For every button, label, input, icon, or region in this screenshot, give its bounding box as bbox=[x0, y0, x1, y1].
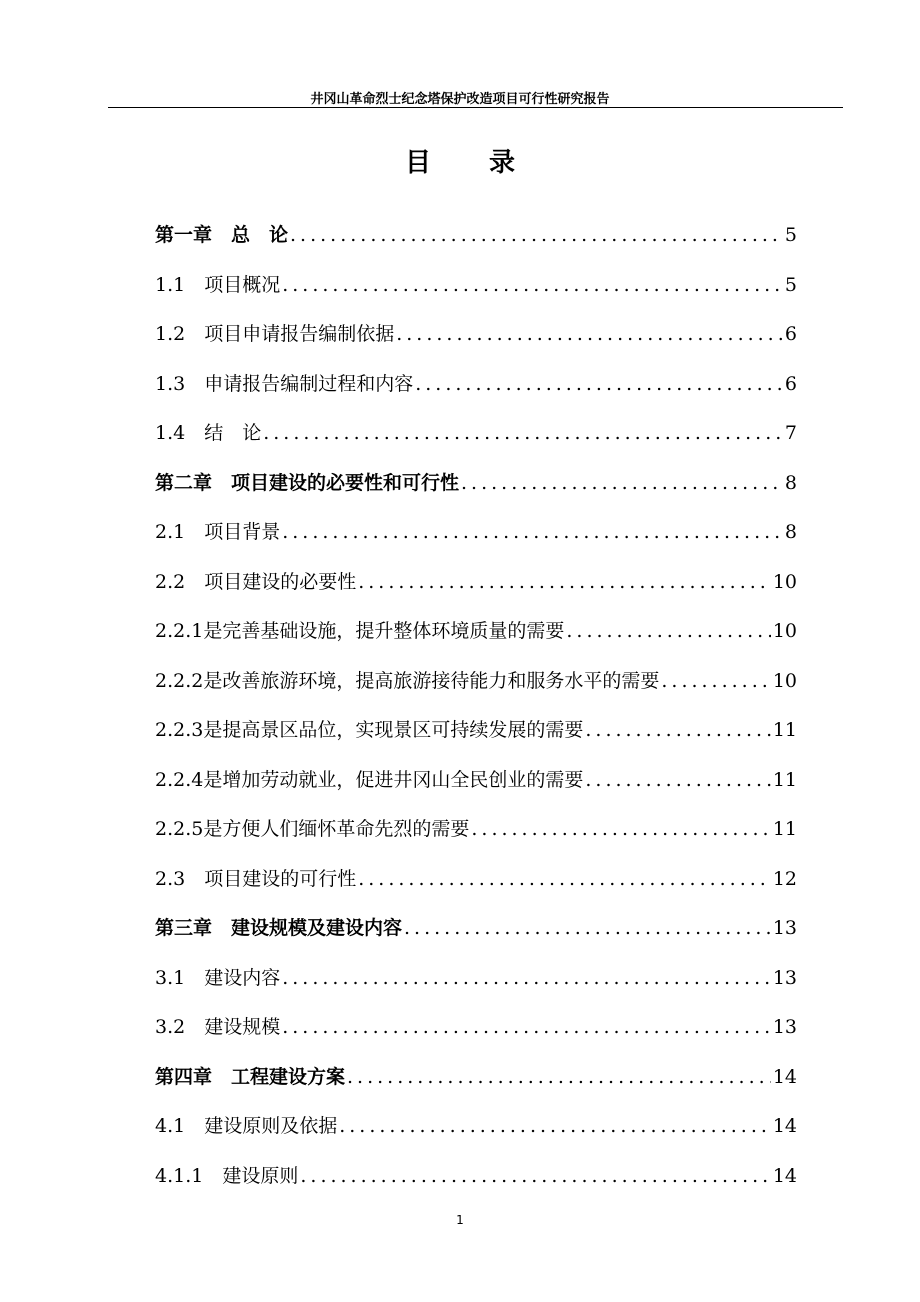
toc-dot-leader bbox=[280, 1003, 771, 1053]
toc-dot-leader bbox=[356, 855, 771, 905]
toc-entry-page: 11 bbox=[772, 719, 797, 741]
toc-chapter-entry[interactable] bbox=[155, 904, 797, 954]
toc-dot-leader bbox=[583, 706, 770, 756]
toc-dot-leader bbox=[659, 657, 770, 707]
toc-entry-page: 8 bbox=[784, 521, 797, 543]
toc-section-entry[interactable] bbox=[155, 855, 797, 905]
toc-dot-leader bbox=[356, 558, 771, 608]
toc-entry-label: 1.3 申请报告编制过程和内容 bbox=[155, 372, 414, 395]
toc-entry-label: 2.2.2是改善旅游环境，提高旅游接待能力和服务水平的需要 bbox=[155, 669, 660, 692]
toc-section-entry[interactable] bbox=[155, 310, 797, 360]
toc-section-entry[interactable] bbox=[155, 360, 797, 410]
toc-entry-page: 13 bbox=[772, 1016, 797, 1038]
toc-section-entry[interactable] bbox=[155, 657, 797, 707]
toc-entry-page: 6 bbox=[784, 372, 797, 395]
toc-entry-page: 14 bbox=[772, 1115, 797, 1137]
toc-section-entry[interactable] bbox=[155, 805, 797, 855]
toc-entry-page: 5 bbox=[784, 224, 797, 246]
toc-section-entry[interactable] bbox=[155, 954, 797, 1004]
running-header: 井冈山革命烈士纪念塔保护改造项目可行性研究报告 bbox=[310, 92, 610, 107]
toc-entry-page: 11 bbox=[772, 768, 797, 791]
toc-dot-leader bbox=[583, 756, 770, 806]
toc-entry-label: 4.1.1 建设原则 bbox=[155, 1164, 299, 1187]
toc-title: 目录 bbox=[404, 148, 573, 178]
table-of-contents bbox=[155, 211, 797, 1201]
toc-entry-label: 2.2.3是提高景区品位，实现景区可持续发展的需要 bbox=[155, 719, 584, 741]
toc-dot-leader bbox=[345, 1053, 771, 1103]
toc-entry-page: 10 bbox=[772, 669, 797, 692]
toc-entry-label: 1.1 项目概况 bbox=[155, 273, 281, 296]
toc-entry-label: 3.1 建设内容 bbox=[155, 966, 281, 989]
toc-dot-leader bbox=[413, 360, 783, 410]
toc-dot-leader bbox=[280, 954, 771, 1004]
toc-entry-page: 6 bbox=[784, 323, 797, 345]
toc-dot-leader bbox=[394, 310, 783, 360]
toc-entry-label: 2.3 项目建设的可行性 bbox=[155, 867, 357, 890]
header-divider bbox=[108, 107, 843, 108]
toc-entry-page: 8 bbox=[784, 471, 797, 494]
toc-section-entry[interactable] bbox=[155, 409, 797, 459]
toc-section-entry[interactable] bbox=[155, 1152, 797, 1202]
toc-entry-page: 11 bbox=[772, 818, 797, 840]
toc-section-entry[interactable] bbox=[155, 508, 797, 558]
toc-section-entry[interactable] bbox=[155, 1102, 797, 1152]
toc-chapter-entry[interactable] bbox=[155, 211, 797, 261]
toc-section-entry[interactable] bbox=[155, 756, 797, 806]
toc-dot-leader bbox=[564, 607, 770, 657]
toc-dot-leader bbox=[280, 508, 783, 558]
toc-entry-label: 1.2 项目申请报告编制依据 bbox=[155, 323, 395, 345]
toc-chapter-entry[interactable] bbox=[155, 459, 797, 509]
toc-entry-label: 第二章 项目建设的必要性和可行性 bbox=[155, 471, 460, 494]
toc-section-entry[interactable] bbox=[155, 1003, 797, 1053]
toc-dot-leader bbox=[280, 261, 783, 311]
page-number: 1 bbox=[456, 1213, 464, 1227]
toc-entry-page: 12 bbox=[772, 867, 797, 890]
toc-entry-label: 第一章 总 论 bbox=[155, 224, 289, 246]
toc-entry-page: 10 bbox=[772, 620, 797, 642]
toc-section-entry[interactable] bbox=[155, 261, 797, 311]
toc-dot-leader bbox=[261, 409, 783, 459]
toc-entry-page: 7 bbox=[784, 422, 797, 444]
toc-entry-label: 2.2 项目建设的必要性 bbox=[155, 570, 357, 593]
toc-section-entry[interactable] bbox=[155, 607, 797, 657]
toc-section-entry[interactable] bbox=[155, 558, 797, 608]
toc-entry-page: 14 bbox=[772, 1065, 797, 1088]
toc-entry-page: 5 bbox=[784, 273, 797, 296]
toc-section-entry[interactable] bbox=[155, 706, 797, 756]
toc-entry-page: 14 bbox=[772, 1164, 797, 1187]
toc-entry-label: 3.2 建设规模 bbox=[155, 1016, 281, 1038]
toc-chapter-entry[interactable] bbox=[155, 1053, 797, 1103]
toc-dot-leader bbox=[298, 1152, 770, 1202]
toc-entry-label: 2.2.1是完善基础设施，提升整体环境质量的需要 bbox=[155, 620, 565, 642]
toc-dot-leader bbox=[337, 1102, 771, 1152]
toc-entry-page: 13 bbox=[772, 917, 797, 939]
toc-entry-label: 2.2.5是方便人们缅怀革命先烈的需要 bbox=[155, 818, 470, 840]
toc-entry-label: 第三章 建设规模及建设内容 bbox=[155, 917, 403, 939]
toc-entry-label: 2.2.4是增加劳动就业，促进井冈山全民创业的需要 bbox=[155, 768, 584, 791]
toc-dot-leader bbox=[288, 211, 783, 261]
toc-dot-leader bbox=[459, 459, 783, 509]
toc-entry-label: 4.1 建设原则及依据 bbox=[155, 1115, 338, 1137]
toc-dot-leader bbox=[469, 805, 770, 855]
toc-dot-leader bbox=[402, 904, 771, 954]
toc-entry-page: 13 bbox=[772, 966, 797, 989]
toc-entry-label: 1.4 结 论 bbox=[155, 422, 262, 444]
toc-entry-label: 2.1 项目背景 bbox=[155, 521, 281, 543]
toc-entry-label: 第四章 工程建设方案 bbox=[155, 1065, 346, 1088]
toc-entry-page: 10 bbox=[772, 570, 797, 593]
